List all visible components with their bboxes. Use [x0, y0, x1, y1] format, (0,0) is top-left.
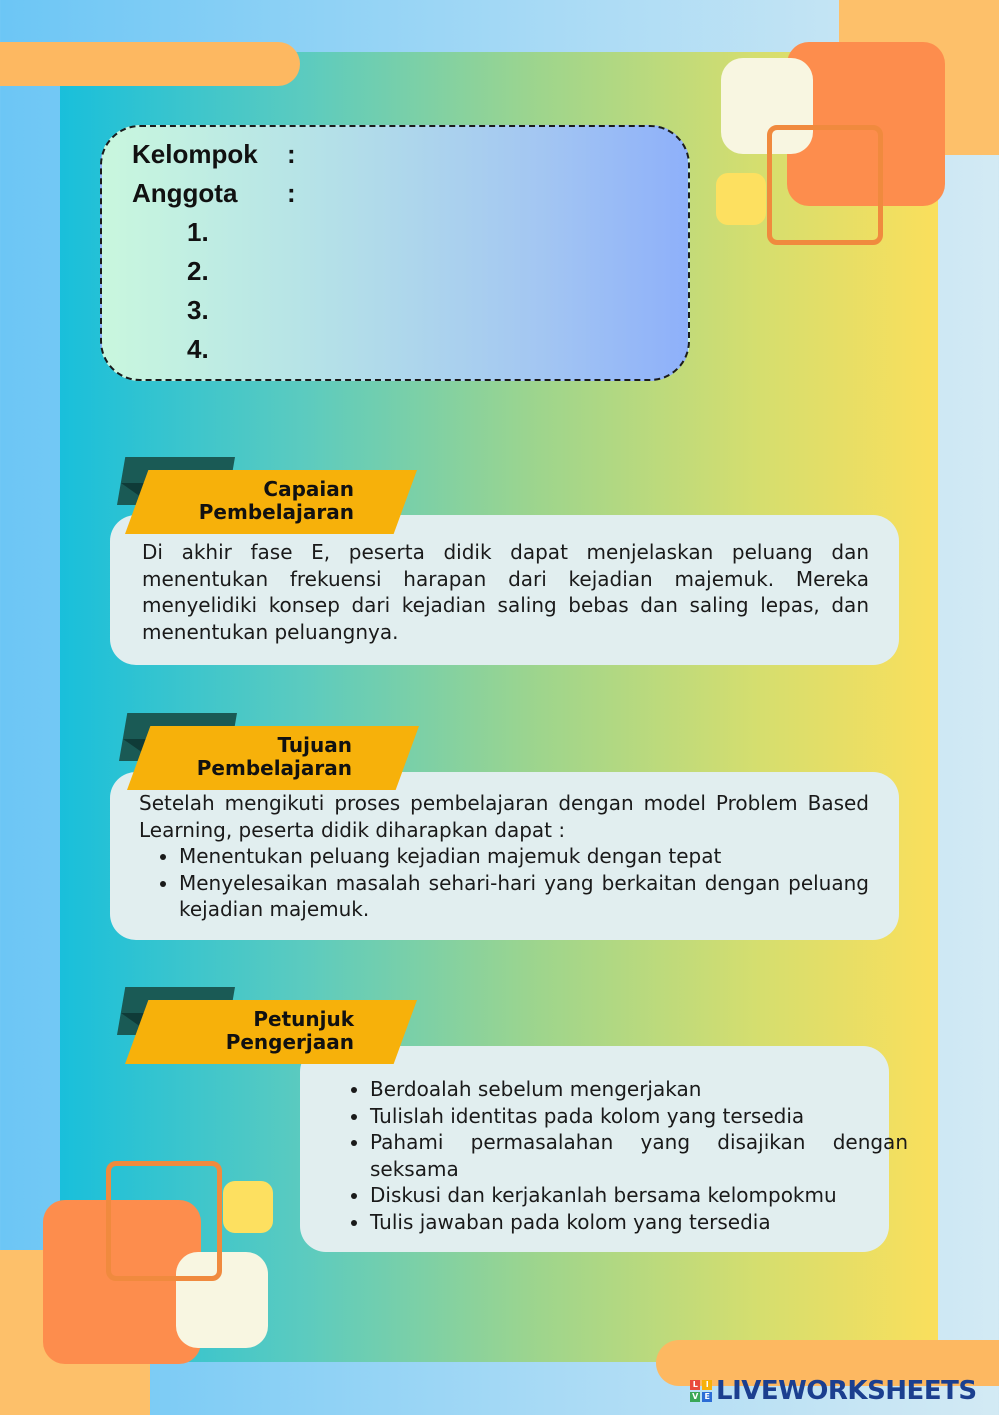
identity-box [100, 125, 690, 381]
brand-name: LIVEWORKSHEETS [716, 1376, 977, 1406]
group-label: Kelompok [132, 139, 258, 169]
member-number: 4. [187, 334, 209, 364]
capaian-ribbon [117, 457, 422, 537]
list-item: • Menyelesaikan masalah sehari-hari yang berkaitan dengan peluang kejadian majemuk. [179, 870, 869, 923]
decorative-square-outline [106, 1161, 222, 1281]
logo-letter: I [702, 1380, 712, 1390]
member-number: 1. [187, 217, 209, 247]
petunjuk-list [330, 1076, 908, 1235]
logo-letter: L [690, 1380, 700, 1390]
tujuan-ribbon [119, 713, 424, 793]
list-item: • Diskusi dan kerjakanlah bersama kelompokmu [370, 1182, 908, 1209]
member-number: 2. [187, 256, 209, 286]
decorative-square-yellow [716, 173, 766, 225]
members-row [132, 178, 296, 209]
tujuan-title-line1: Tujuan [277, 733, 352, 757]
tujuan-title [197, 734, 352, 780]
decorative-square-yellow [223, 1181, 273, 1233]
members-separator: : [287, 178, 296, 208]
petunjuk-title-line2: Pengerjaan [225, 1030, 354, 1054]
capaian-title-line2: Pembelajaran [198, 500, 354, 524]
list-item: • Berdoalah sebelum mengerjakan [370, 1076, 908, 1103]
logo-letter: E [702, 1392, 712, 1402]
tujuan-card [110, 772, 899, 940]
group-separator: : [287, 139, 296, 169]
capaian-card [110, 515, 899, 665]
list-item: • Pahami permasalahan yang disajikan dengan seksama [370, 1129, 908, 1182]
list-item: • Tulis jawaban pada kolom yang tersedia [370, 1209, 908, 1236]
petunjuk-card [300, 1046, 908, 1252]
members-label: Anggota [132, 178, 238, 208]
tujuan-list [139, 843, 869, 923]
group-row [132, 139, 296, 170]
list-item: • Tulislah identitas pada kolom yang tersedia [370, 1103, 908, 1130]
capaian-title [199, 478, 354, 524]
member-number: 3. [187, 295, 209, 325]
tujuan-title-line2: Pembelajaran [196, 756, 352, 780]
tujuan-intro: Setelah mengikuti proses pembelajaran dengan model Problem Based Learning, peserta didik diharapkan dapat : [139, 791, 869, 842]
capaian-title-line1: Capaian [263, 477, 354, 501]
capaian-body: Di akhir fase E, peserta didik dapat menjelaskan peluang dan menentukan frekuensi harapan dari kejadian majemuk. Mereka menyelidiki konsep dari kejadian saling bebas dan saling lepas, dan menentukan peluangnya. [142, 540, 869, 644]
petunjuk-title [226, 1008, 354, 1054]
decorative-pill-top [0, 42, 300, 86]
liveworksheets-logo[interactable] [690, 1376, 977, 1406]
list-item: • Menentukan peluang kejadian majemuk dengan tepat [179, 843, 869, 870]
brand-logo-icon [690, 1380, 712, 1402]
petunjuk-ribbon [117, 987, 422, 1067]
petunjuk-title-line1: Petunjuk [253, 1007, 354, 1031]
logo-letter: V [690, 1392, 700, 1402]
tujuan-content [139, 790, 869, 923]
decorative-square-outline [767, 125, 883, 245]
